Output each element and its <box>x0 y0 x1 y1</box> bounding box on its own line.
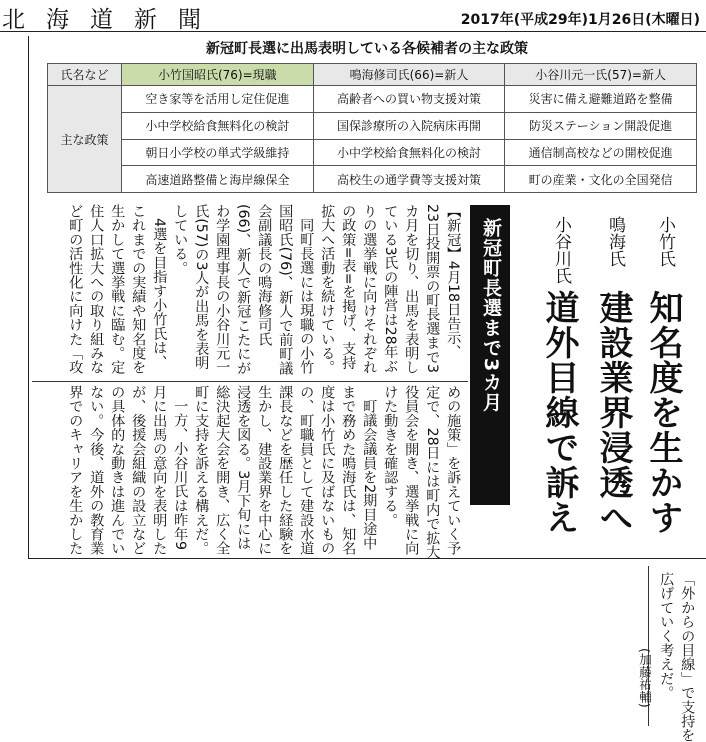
policy-table <box>47 63 697 193</box>
body-line: けた動きを確認する。 <box>382 385 399 527</box>
body-line: の政策=表=を掲げ、支持 <box>340 204 357 370</box>
body-line: まで務めた鳴海氏は、知名 <box>340 385 357 556</box>
masthead-rule <box>0 31 706 32</box>
body-line: 課長などを歴任した経験を <box>277 385 294 556</box>
issue-date: 2017年(平成29年)1月26日(木曜日) <box>460 12 700 28</box>
body-line: 同町長選には現職の小竹 <box>298 218 315 375</box>
headline-text: 建設業界浸透へ <box>593 290 633 535</box>
body-line: わ学園理事長の小谷川元一 <box>214 204 231 375</box>
body-line: の具体的な動きは進んでい <box>109 385 126 556</box>
table-row <box>48 166 697 193</box>
table-cell: 国保診療所の入院病床再開 <box>313 112 505 139</box>
headline-name: 鳴海氏 <box>605 216 625 267</box>
body-line: 住人口拡大への取り組みな <box>88 204 105 375</box>
body-line: 一方、小谷川氏は昨年9 <box>172 399 189 551</box>
table-cell: 通信制高校などの開校促進 <box>505 139 697 166</box>
headline-text: 道外目線で訴え <box>539 290 579 535</box>
body-line: 総決起大会を開き、広く全 <box>214 385 231 556</box>
headline-text: 知名度を生かす <box>643 290 683 535</box>
table-row <box>48 112 697 139</box>
table-title: 新冠町長選に出馬表明している各候補者の主な政策 <box>206 41 528 57</box>
table-row <box>48 86 697 113</box>
body-line: 拡大へ活動を続けている。 <box>319 204 336 375</box>
table-row <box>48 139 697 166</box>
paper-name: 北海道新聞 <box>2 7 222 33</box>
body-line: 月に出馬の意向を表明した <box>151 385 168 556</box>
body-line: 会副議長の鳴海修司氏 <box>256 204 273 346</box>
body-line: 度は小竹氏に及ばないもの <box>319 385 336 556</box>
body-line: りの選挙戦に向けそれぞれ <box>361 204 378 375</box>
body-line: 生かし、建設業界を中心に <box>256 385 273 556</box>
body-line: 国昭氏(76)、新人で前町議 <box>277 204 294 376</box>
body-line: 定で、28日には町内で拡大 <box>424 385 441 560</box>
header-cell-incumbent: 小竹国昭氏(76)=現職 <box>122 64 314 86</box>
body-line: 4選を目指す小竹氏は、 <box>151 218 168 370</box>
body-line: 役員会を開き、選挙戦に向 <box>403 385 420 556</box>
table-cell: 高速道路整備と海岸線保全 <box>122 166 314 193</box>
body-line: 【新冠】4月18日告示、 <box>445 204 462 359</box>
headline-name: 小谷川氏 <box>551 216 571 284</box>
countdown-banner-text: 新冠町長選まで3カ月 <box>480 218 502 413</box>
body-line: している。 <box>172 204 189 275</box>
body-line: (66)、新人で新冠こたにが <box>235 204 252 376</box>
body-line: が、後援会組織の設立など <box>130 385 147 556</box>
row-label: 主な政策 <box>48 86 122 193</box>
table-cell: 小中学校給食無料化の検討 <box>122 112 314 139</box>
body-line: 町議会議員を2期目途中 <box>361 399 378 551</box>
header-cell: 鳴海修司氏(66)=新人 <box>313 64 505 86</box>
tier-divider <box>32 381 468 382</box>
body-line: 広げていく考えだ。 <box>658 572 675 700</box>
table-cell: 高齢者への買い物支援対策 <box>313 86 505 113</box>
body-line: ない。今後、道外の教育業 <box>88 385 105 556</box>
body-line: の、町職員として建設水道 <box>298 385 315 556</box>
body-line: ている3氏の陣営は28年ぶ <box>382 204 399 374</box>
table-cell: 高校生の通学費等支援対策 <box>313 166 505 193</box>
table-cell: 空き家等を活用し定住促進 <box>122 86 314 113</box>
table-cell: 町の産業・文化の全国発信 <box>505 166 697 193</box>
byline: (加藤祐輔) <box>637 648 653 708</box>
masthead <box>0 0 706 32</box>
body-line: カ月を切り、出馬を表明し <box>403 204 420 375</box>
body-line: 生かして選挙戦に臨む。定 <box>109 204 126 375</box>
body-line: 界でのキャリアを生かした <box>67 385 84 556</box>
body-line: 町に支持を訴える構えだ。 <box>193 385 210 556</box>
body-line: ど町の活性化に向けた「攻 <box>67 204 84 375</box>
headline-name: 小竹氏 <box>655 216 675 267</box>
table-header-row <box>48 64 697 86</box>
table-cell: 防災ステーション開設促進 <box>505 112 697 139</box>
table-cell: 朝日小学校の単式学級維持 <box>122 139 314 166</box>
body-line: これまでの実績や知名度を <box>130 204 147 375</box>
body-line: 浸透を図る。3月下旬には <box>235 385 252 551</box>
body-line: めの施策」を訴えていく予 <box>445 385 462 556</box>
header-cell: 小谷川元一氏(57)=新人 <box>505 64 697 86</box>
body-line: 「外からの目線」で支持を <box>679 572 696 742</box>
header-cell: 氏名など <box>48 64 122 86</box>
table-cell: 災害に備え避難道路を整備 <box>505 86 697 113</box>
body-line: 氏(57)の3人が出馬を表明 <box>193 204 210 370</box>
body-line: 23日投開票の町長選まで3 <box>424 204 441 374</box>
table-cell: 小中学校給食無料化の検討 <box>313 139 505 166</box>
